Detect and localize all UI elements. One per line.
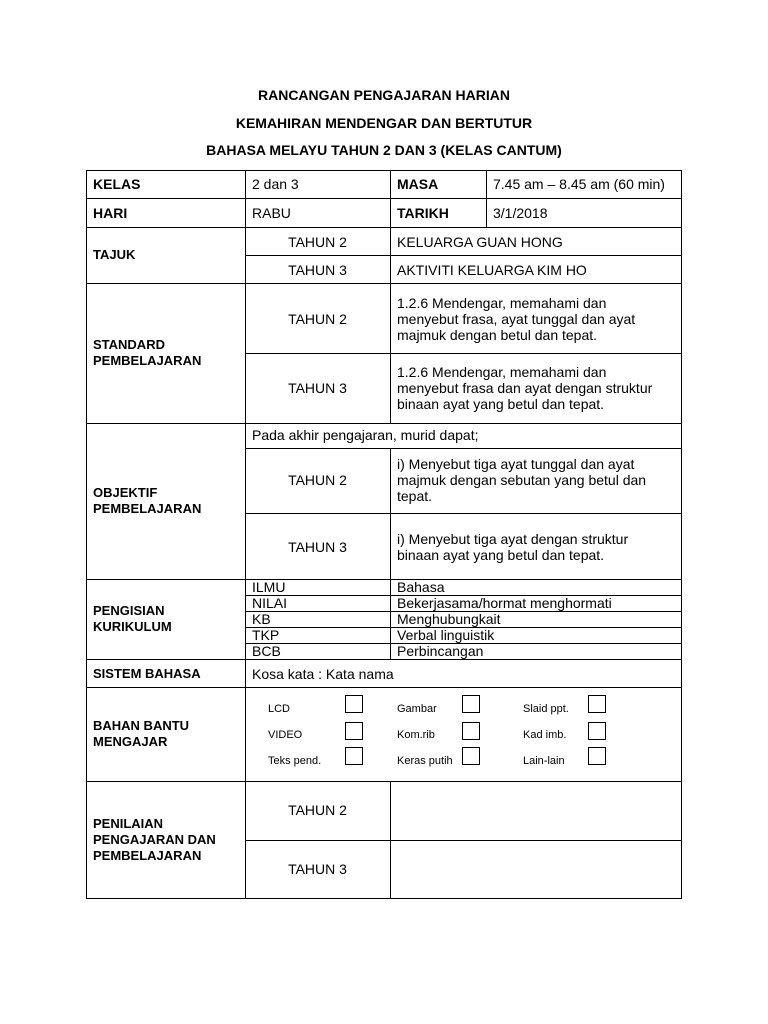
row-line-objektif <box>86 579 682 580</box>
penilaian-tahun3-field[interactable] <box>397 848 675 892</box>
pengisian-tkp-key: TKP <box>252 627 280 643</box>
bahan-tekspend-checkbox[interactable] <box>345 747 363 765</box>
penilaian-label-line3: PEMBELAJARAN <box>93 848 202 863</box>
kelas-value: 2 dan 3 <box>252 176 299 192</box>
pengisian-label-line2: KURIKULUM <box>93 619 172 634</box>
penilaian-label <box>93 816 216 864</box>
standard-tahun3: TAHUN 3 <box>288 380 347 396</box>
standard-tahun3-line2: menyebut frasa dan ayat dengan struktur <box>397 380 653 396</box>
bahan-video-checkbox[interactable] <box>345 722 363 740</box>
row-line-standard <box>86 423 682 424</box>
bahan-slaid-checkbox[interactable] <box>588 695 606 713</box>
tajuk-inner-line <box>245 255 682 256</box>
table-col-divider-2d <box>390 579 391 659</box>
pengisian-kb-value: Menghubungkait <box>397 611 501 627</box>
standard-tahun2: TAHUN 2 <box>288 311 347 327</box>
row-line-top <box>86 170 682 171</box>
standard-tahun2-line1: 1.2.6 Mendengar, memahami dan <box>397 295 607 311</box>
pengisian-tkp-value: Verbal linguistik <box>397 627 495 643</box>
bahan-lcd-label: LCD <box>268 703 291 715</box>
objektif-tahun2-line3: tepat. <box>397 488 433 504</box>
objektif-label-line2: PEMBELAJARAN <box>93 501 202 516</box>
penilaian-label-line2: PENGAJARAN DAN <box>93 832 216 847</box>
objektif-tahun2-text <box>397 456 646 504</box>
standard-label-line2: PEMBELAJARAN <box>93 353 202 368</box>
pengisian-label <box>93 603 172 635</box>
penilaian-inner-line <box>245 840 682 841</box>
penilaian-tahun3: TAHUN 3 <box>288 861 347 877</box>
row-line-bottom <box>86 898 682 899</box>
pengisian-ilmu-key: ILMU <box>252 579 286 595</box>
tarikh-label: TARIKH <box>397 205 449 221</box>
table-col-divider-1 <box>245 170 246 899</box>
bahan-label-line1: BAHAN BANTU <box>93 718 190 733</box>
standard-tahun2-line2: menyebut frasa, ayat tunggal dan ayat <box>397 311 636 327</box>
pengisian-nilai-key: NILAI <box>252 595 288 611</box>
objektif-label-line1: OBJEKTIF <box>93 485 158 500</box>
standard-tahun3-line1: 1.2.6 Mendengar, memahami dan <box>397 364 607 380</box>
tajuk-tahun2: TAHUN 2 <box>288 234 347 250</box>
bahan-gambar-label: Gambar <box>397 703 437 715</box>
row-line-bahan <box>86 781 682 782</box>
objektif-tahun2-line2: majmuk dengan sebutan yang betul dan <box>397 472 647 488</box>
pengisian-nilai-value: Bekerjasama/hormat menghormati <box>397 595 612 611</box>
row-line-kelas <box>86 198 682 199</box>
objektif-tahun2-line1: i) Menyebut tiga ayat tunggal dan ayat <box>397 456 635 472</box>
standard-tahun3-text <box>397 364 652 412</box>
tajuk-label: TAJUK <box>93 247 136 262</box>
hari-label: HARI <box>93 205 128 221</box>
objektif-tahun2: TAHUN 2 <box>288 472 347 488</box>
hari-value: RABU <box>252 205 291 221</box>
sistem-value: Kosa kata : Kata nama <box>252 666 394 682</box>
pengisian-kb-key: KB <box>252 611 271 627</box>
objektif-inner-line <box>245 513 682 514</box>
bahan-lainlain-label: Lain-lain <box>523 755 565 767</box>
pengisian-bcb-key: BCB <box>252 643 281 659</box>
row-line-sistem <box>86 687 682 688</box>
bahan-keraspputih-checkbox[interactable] <box>462 747 480 765</box>
bahan-komrib-checkbox[interactable] <box>462 722 480 740</box>
pengisian-label-line1: PENGISIAN <box>93 603 165 618</box>
tajuk-tahun3-value: AKTIVITI KELUARGA KIM HO <box>397 262 587 278</box>
bahan-kadimb-checkbox[interactable] <box>588 722 606 740</box>
tarikh-value: 3/1/2018 <box>493 205 548 221</box>
tajuk-tahun3: TAHUN 3 <box>288 262 347 278</box>
standard-label-line1: STANDARD <box>93 337 165 352</box>
row-line-hari <box>86 227 682 228</box>
tajuk-tahun2-value: KELUARGA GUAN HONG <box>397 234 563 250</box>
bahan-tekspend-label: Teks pend. <box>268 755 322 767</box>
bahan-slaid-label: Slaid ppt. <box>523 703 569 715</box>
table-border-left <box>86 170 87 899</box>
kelas-label: KELAS <box>93 176 141 192</box>
bahan-label-line2: MENGAJAR <box>93 734 168 749</box>
title-rph: RANCANGAN PENGAJARAN HARIAN <box>257 87 510 103</box>
bahan-gambar-checkbox[interactable] <box>462 695 480 713</box>
table-border-right <box>681 170 682 899</box>
penilaian-label-line1: PENILAIAN <box>93 816 164 831</box>
bahan-label <box>93 718 189 750</box>
objektif-tahun3-line1: i) Menyebut tiga ayat dengan struktur <box>397 531 629 547</box>
objektif-tahun3: TAHUN 3 <box>288 539 347 555</box>
pengisian-bcb-value: Perbincangan <box>397 643 484 659</box>
masa-value: 7.45 am – 8.45 am (60 min) <box>493 176 665 192</box>
pengisian-ilmu-value: Bahasa <box>397 579 445 595</box>
bahan-lcd-checkbox[interactable] <box>345 695 363 713</box>
sistem-label: SISTEM BAHASA <box>93 666 201 681</box>
bahan-komrib-label: Kom.rib <box>397 729 435 741</box>
bahan-lainlain-checkbox[interactable] <box>588 747 606 765</box>
row-line-tajuk <box>86 283 682 284</box>
standard-tahun2-text <box>397 295 635 343</box>
title-subject: BAHASA MELAYU TAHUN 2 DAN 3 (KELAS CANTUM) <box>206 142 562 158</box>
penilaian-tahun2-field[interactable] <box>397 790 675 834</box>
bahan-keraspputih-label: Keras putih <box>397 755 453 767</box>
bahan-video-label: VIDEO <box>268 729 303 741</box>
objektif-label <box>93 485 201 517</box>
objektif-tahun3-line2: binaan ayat yang betul dan tepat. <box>397 547 605 563</box>
standard-tahun3-line3: binaan ayat yang betul dan tepat. <box>397 396 605 412</box>
objektif-tahun3-text <box>397 531 628 563</box>
bahan-kadimb-label: Kad imb. <box>523 729 567 741</box>
objektif-intro-line <box>245 448 682 449</box>
row-line-pengisian <box>86 659 682 660</box>
penilaian-tahun2: TAHUN 2 <box>288 802 347 818</box>
standard-label <box>93 337 201 369</box>
standard-inner-line <box>245 353 682 354</box>
title-kemahiran: KEMAHIRAN MENDENGAR DAN BERTUTUR <box>235 115 533 131</box>
masa-label: MASA <box>397 176 439 192</box>
objektif-intro: Pada akhir pengajaran, murid dapat; <box>252 427 479 443</box>
standard-tahun2-line3: majmuk dengan betul dan tepat. <box>397 327 598 343</box>
